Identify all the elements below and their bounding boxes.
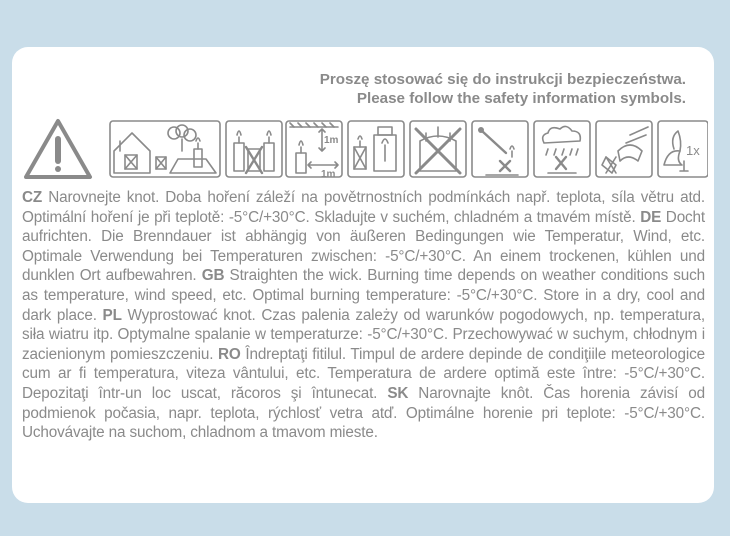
no-match-on-candle-icon	[472, 121, 528, 177]
header-line-en: Please follow the safety information symbols.	[356, 90, 686, 107]
section-code-sk: SK	[387, 384, 409, 402]
warning-label	[12, 47, 714, 503]
label-header	[320, 70, 686, 108]
distance-label-vertical: 1m	[324, 135, 339, 146]
instructions-text	[22, 188, 705, 443]
section-text-ro: Îndreptaţi fitilul. Timpul de ardere depinde de condiţiile meteorologice cum ar fi temperatura, viteza vântului, etc. Temperatura de ardere optimă este între: -5°C/+30°C. Depozitaţi într-un loc uscat, răcoros şi întunecat.	[22, 345, 705, 402]
no-lantern-indoor-icon	[348, 121, 404, 177]
section-code-de: DE	[640, 208, 662, 226]
section-code-cz: CZ	[22, 189, 43, 206]
section-text-gb: Straighten the wick. Burning time depends on weather conditions such as temperature, wind speed, etc. Optimal burning temperature: -5°C/+30°C. Store in a dry, cool and dark place.	[22, 267, 705, 324]
section-text-sk: Narovnajte knôt. Čas horenia závisí od podmienok počasia, napr. teplota, rýchlosť vetra atď. Optimálne horenie pri teplote: -5°C/+30°C. Uchovávajte na suchom, chladnom a tmavom mieste.	[22, 384, 705, 442]
no-children-icon	[410, 121, 466, 177]
single-use-icon	[658, 121, 708, 177]
section-code-pl: PL	[102, 306, 122, 324]
no-indoor-outdoor-icon	[110, 121, 220, 177]
warning-triangle-icon	[26, 121, 90, 177]
safety-icons-svg	[22, 117, 708, 181]
section-text-de: Docht aufrichten. Die Brenndauer ist abhängig von äußeren Bedingungen wie Temperatur, Wind, etc. Optimale Verwendung bei Temperaturen zwischen: -5°C/+30°C. An einem trockenen, kühlen und dunklen Ort aufbewahren.	[22, 208, 706, 285]
no-wind-icon	[596, 121, 652, 177]
section-code-gb: GB	[201, 267, 225, 285]
no-candle-between-icon	[226, 121, 282, 177]
section-text-pl: Wyprostować knot. Czas palenia zależy od warunków pogodowych, np. temperatura, siła wiatru itp. Optymalne spalanie w temperaturze: -5°C/+30°C. Przechowywać w suchym, chłodnym i zacienionym pomieszczeniu.	[22, 306, 705, 363]
section-text-cz: Narovnejte knot. Doba hoření záleží na povětrnostních podmínkách např. teplota, síla větru atd. Optimální hoření je při teplotě: -5°C/+30°C. Skladujte v suchém, chladném a tmavém místě.	[22, 189, 705, 226]
single-use-label: 1x	[686, 143, 700, 158]
no-rain-icon	[534, 121, 590, 177]
section-code-ro: RO	[218, 345, 241, 363]
distance-label-horizontal: 1m	[321, 169, 336, 180]
safety-icons-row	[22, 117, 708, 181]
header-line-pl: Proszę stosować się do instrukcji bezpieczeństwa.	[319, 71, 686, 88]
